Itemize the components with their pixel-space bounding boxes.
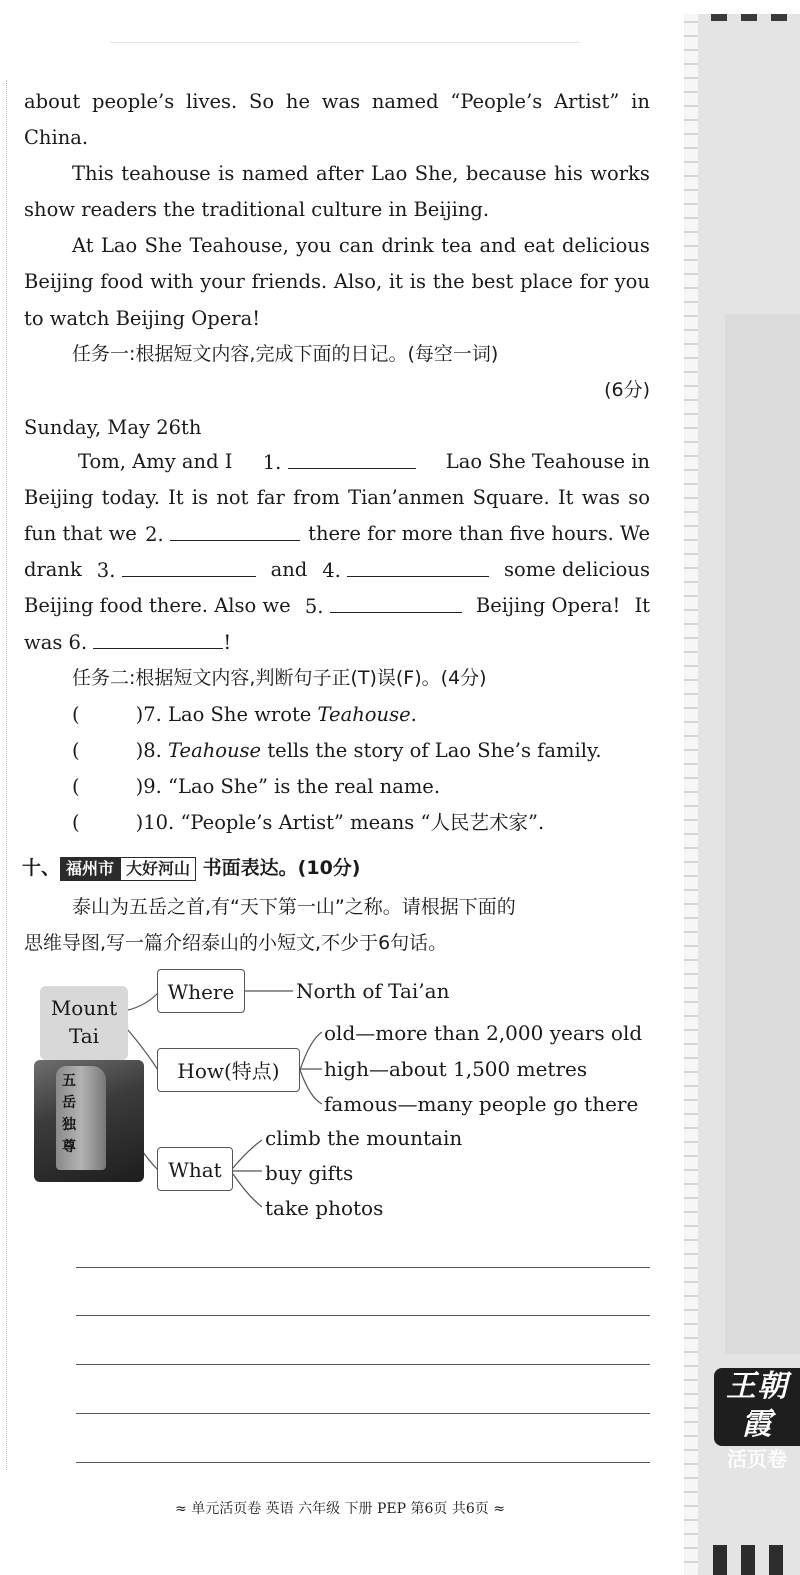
section-10-prompt-1: 泰山为五岳之首,有“天下第一山”之称。请根据下面的 (72, 896, 516, 918)
word: in (631, 90, 650, 113)
strip-bottom-tick (769, 1545, 783, 1575)
binding-strip (684, 14, 800, 1575)
task1-points: (6分) (604, 379, 650, 401)
mount-tai-photo (34, 1060, 144, 1182)
mindmap-root (40, 986, 128, 1060)
word: works (590, 162, 650, 185)
diary-date: Sunday, May 26th (24, 416, 202, 439)
section-title: 书面表达。(10分) (202, 857, 361, 879)
word: was (581, 486, 621, 509)
item-text: tells the story of Lao She’s family. (267, 739, 602, 762)
diary-text: Beijing Opera! (475, 594, 621, 617)
word: best (471, 270, 514, 293)
word: from (293, 486, 340, 509)
word: drink (381, 234, 434, 257)
word: his (554, 162, 583, 185)
diary-text: ! (223, 631, 232, 654)
strip-bottom-tick (713, 1545, 727, 1575)
word: is (218, 162, 235, 185)
diary-text: It (634, 594, 650, 617)
word: It (557, 486, 574, 509)
passage-line-4: show readers the traditional culture in Beijing. (24, 198, 490, 221)
answer-paren-close[interactable]: ) (135, 811, 144, 834)
word: Lao (100, 234, 138, 257)
answer-paren-close[interactable]: ) (135, 703, 144, 726)
mindmap-what-box: What (157, 1147, 233, 1191)
answer-paren-close[interactable]: ) (135, 739, 144, 762)
word: and (479, 234, 517, 257)
answer-paren-open[interactable]: ( (72, 811, 80, 834)
writing-line-4[interactable] (76, 1413, 650, 1414)
word: today. (101, 486, 160, 509)
word: Beijing (24, 486, 94, 509)
word: named (371, 90, 439, 113)
section-10-prompt-2: 思维导图,写一篇介绍泰山的小短文,不少于6句话。 (24, 932, 448, 954)
strip-tick (741, 14, 757, 21)
writing-line-3[interactable] (76, 1364, 650, 1365)
blank-number: 1. (262, 451, 282, 474)
answer-paren-open[interactable]: ( (72, 739, 80, 762)
task1-instruction: 任务一:根据短文内容,完成下面的日记。(每空一词) (72, 343, 499, 365)
diary-text: Lao She Teahouse in (445, 450, 650, 473)
passage-line-7: to watch Beijing Opera! (24, 307, 261, 330)
word: “People’s (450, 90, 543, 113)
word: Lao (371, 162, 408, 185)
word: is (191, 486, 209, 509)
mindmap-how-box: How(特点) (157, 1048, 300, 1092)
strip-tick (711, 14, 727, 21)
diary-text: and (270, 558, 308, 581)
publisher-logo (714, 1368, 800, 1471)
item-title: Teahouse (317, 703, 411, 726)
mindmap-where-box: Where (157, 969, 245, 1013)
root-label-line: Tai (68, 1024, 100, 1048)
word: Square. (472, 486, 550, 509)
theme-tag: 大好河山 (120, 857, 196, 881)
word: It (168, 486, 184, 509)
word: it (388, 270, 403, 293)
brand-name: 王朝霞 (726, 1369, 788, 1442)
item-number: 9. (143, 775, 162, 798)
strip-panel (725, 314, 800, 1354)
city-tag: 福州市 (60, 857, 120, 881)
strip-bottom-tick (741, 1545, 755, 1575)
word: with (150, 270, 194, 293)
word: friends. (251, 270, 328, 293)
word: delicious (561, 234, 650, 257)
page-footer: ≈ 单元活页卷 英语 六年级 下册 PEP 第6页 共6页 ≈ (175, 1501, 505, 1517)
word: teahouse (121, 162, 211, 185)
writing-line-2[interactable] (76, 1315, 650, 1316)
brand-series: 活页卷 (727, 1447, 787, 1471)
diary-text: some delicious (504, 558, 650, 581)
perforation-edge (684, 14, 698, 1575)
blank-number: 3. (96, 559, 116, 582)
word: can (338, 234, 374, 257)
passage-line-2: China. (24, 126, 89, 149)
diary-text: there for more than five hours. We (308, 522, 650, 545)
word: This (72, 162, 114, 185)
item-text: “People’s Artist” means “人民艺术家”. (180, 811, 545, 834)
item-text: . (410, 703, 417, 726)
what-item-photos: take photos (265, 1196, 384, 1220)
item-text: “Lao She” is the real name. (168, 775, 441, 798)
how-item-high: high—about 1,500 metres (324, 1057, 588, 1081)
what-item-gifts: buy gifts (265, 1161, 354, 1185)
word: place (520, 270, 573, 293)
blank-number: 5. (304, 595, 324, 618)
answer-paren-open[interactable]: ( (72, 703, 80, 726)
word: not (216, 486, 249, 509)
word: so (628, 486, 650, 509)
what-item-climb: climb the mountain (265, 1126, 463, 1150)
word: was (321, 90, 361, 113)
answer-paren-close[interactable]: ) (135, 775, 144, 798)
word: for (579, 270, 608, 293)
inscribed-stone (56, 1066, 106, 1170)
item-number: 7. (143, 703, 162, 726)
how-item-famous: famous—many people go there (324, 1092, 639, 1116)
word: the (432, 270, 465, 293)
item-number: 8. (143, 739, 162, 762)
section-number: 十、 (22, 857, 61, 879)
word: Also, (333, 270, 383, 293)
word: She, (414, 162, 459, 185)
word: because (465, 162, 547, 185)
diary-text: Beijing food there. Also we (24, 594, 291, 617)
word: So (249, 90, 275, 113)
word: food (100, 270, 144, 293)
word: far (256, 486, 285, 509)
diary-text: drank (24, 558, 82, 581)
word: Artist” (554, 90, 620, 113)
word: Tian’anmen (348, 486, 465, 509)
writing-line-5[interactable] (76, 1462, 650, 1463)
strip-tick (771, 14, 787, 21)
task2-instruction: 任务二:根据短文内容,判断句子正(T)误(F)。(4分) (72, 667, 487, 689)
blank-number: 2. (145, 523, 164, 546)
diary-text: Tom, Amy and I (78, 450, 233, 473)
diary-text: was (24, 631, 63, 654)
stone-inscription: 五岳独尊 (62, 1073, 76, 1155)
item-text: Lao She wrote (168, 703, 312, 726)
writing-line-1[interactable] (76, 1267, 650, 1268)
word: She (144, 234, 183, 257)
word: he (285, 90, 311, 113)
word: your (200, 270, 245, 293)
word: is (409, 270, 426, 293)
root-label-line: Mount (50, 996, 118, 1020)
answer-paren-open[interactable]: ( (72, 775, 80, 798)
word: you (296, 234, 332, 257)
word: tea (441, 234, 473, 257)
blank-number: 6. (68, 631, 88, 654)
item-title: Teahouse (168, 739, 262, 762)
word: about (24, 90, 81, 113)
blank-number: 4. (322, 559, 341, 582)
diary-text: fun that we (24, 522, 137, 545)
word: eat (523, 234, 555, 257)
word: after (316, 162, 364, 185)
word: named (241, 162, 309, 185)
word: At (72, 234, 94, 257)
word: people’s (92, 90, 175, 113)
word: Teahouse, (189, 234, 289, 257)
where-item: North of Tai’an (296, 979, 450, 1003)
word: Beijing (24, 270, 94, 293)
how-item-old: old—more than 2,000 years old (324, 1021, 643, 1045)
word: you (614, 270, 650, 293)
word: lives. (186, 90, 238, 113)
item-number: 10. (143, 811, 175, 834)
